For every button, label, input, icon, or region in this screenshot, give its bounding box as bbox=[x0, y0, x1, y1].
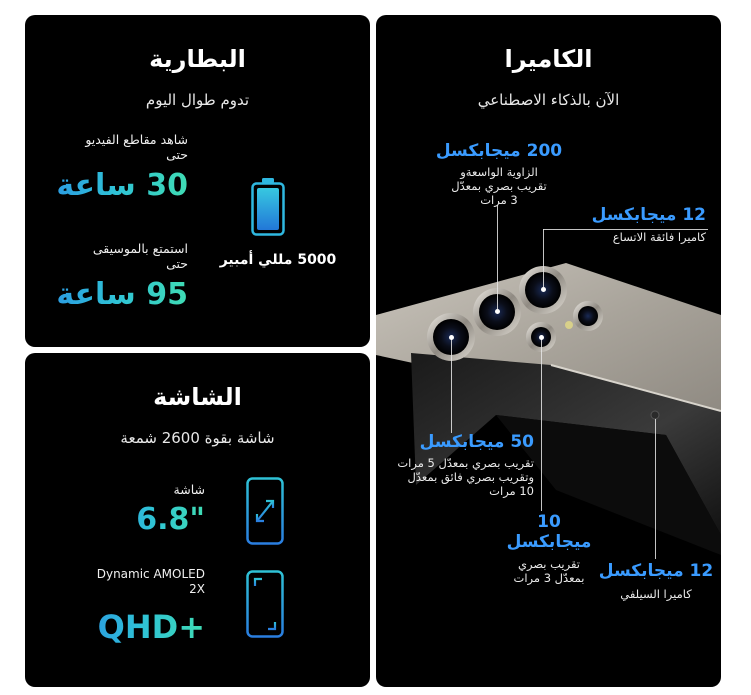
lens-ultrawide-value: 12 ميجابكسل bbox=[591, 205, 706, 225]
lens-main bbox=[424, 141, 574, 207]
panel-label: Dynamic AMOLED 2X bbox=[96, 567, 205, 596]
battery-capacity: 5000 مللي أمبير bbox=[219, 252, 337, 268]
battery-title: البطارية bbox=[149, 45, 246, 73]
resolution-value: QHD+ bbox=[65, 609, 205, 645]
lens-50mp-value: 50 ميجابكسل bbox=[419, 432, 534, 452]
leader-line-10mp bbox=[541, 339, 542, 511]
music-label: استمتع بالموسيقى حتى bbox=[92, 241, 188, 271]
screen-size-label: شاشة bbox=[173, 482, 205, 497]
camera-card bbox=[376, 15, 721, 687]
lens-ultrawide bbox=[576, 205, 706, 244]
camera-subtitle: الآن بالذكاء الاصطناعي bbox=[477, 91, 620, 109]
lens-50mp-desc: تقريب بصري بمعدّل 5 مرات وتقريب بصري فائق بمعدّل 10 مرات bbox=[397, 456, 534, 498]
lens-dot-ultrawide bbox=[541, 287, 546, 292]
lens-selfie bbox=[596, 561, 716, 601]
leader-line-selfie bbox=[655, 419, 656, 559]
video-hours: 30 ساعة bbox=[28, 169, 188, 203]
lens-10mp-value: 10 ميجابكسل bbox=[506, 512, 592, 552]
leader-line-50mp bbox=[451, 339, 452, 433]
display-card bbox=[25, 353, 370, 687]
lens-main-desc: الزاوية الواسعةو تقريب بصري بمعدّل 3 مرات bbox=[451, 165, 547, 207]
battery-icon bbox=[251, 178, 285, 236]
lens-dot-50mp bbox=[449, 335, 454, 340]
leader-line-main bbox=[497, 205, 498, 309]
video-label: شاهد مقاطع الفيديو حتى bbox=[85, 132, 188, 162]
lens-ultrawide-desc: كاميرا فائقة الاتساع bbox=[612, 230, 706, 244]
battery-subtitle: تدوم طوال اليوم bbox=[145, 91, 250, 109]
lens-main-value: 200 ميجابكسل bbox=[435, 141, 563, 161]
display-title: الشاشة bbox=[153, 383, 242, 411]
leader-line-ultrawide-h bbox=[543, 229, 544, 287]
lens-selfie-value: 12 ميجابكسل bbox=[598, 561, 714, 581]
music-hours: 95 ساعة bbox=[28, 278, 188, 312]
lens-50mp bbox=[394, 432, 534, 498]
screen-size-icon bbox=[246, 477, 284, 545]
lens-10mp-desc: تقريب بصري بمعدّل 3 مرات bbox=[513, 557, 585, 585]
lens-dot-main bbox=[495, 309, 500, 314]
screen-size-value: 6.8" bbox=[85, 503, 205, 537]
display-subtitle: شاشة بقوة 2600 شمعة bbox=[120, 429, 275, 447]
lens-dot-10mp bbox=[539, 335, 544, 340]
lens-10mp bbox=[494, 512, 604, 585]
battery-card bbox=[25, 15, 370, 347]
camera-title: الكاميرا bbox=[504, 45, 593, 73]
lens-selfie-desc: كاميرا السيلفي bbox=[620, 587, 692, 601]
screen-corners-icon bbox=[246, 570, 284, 638]
